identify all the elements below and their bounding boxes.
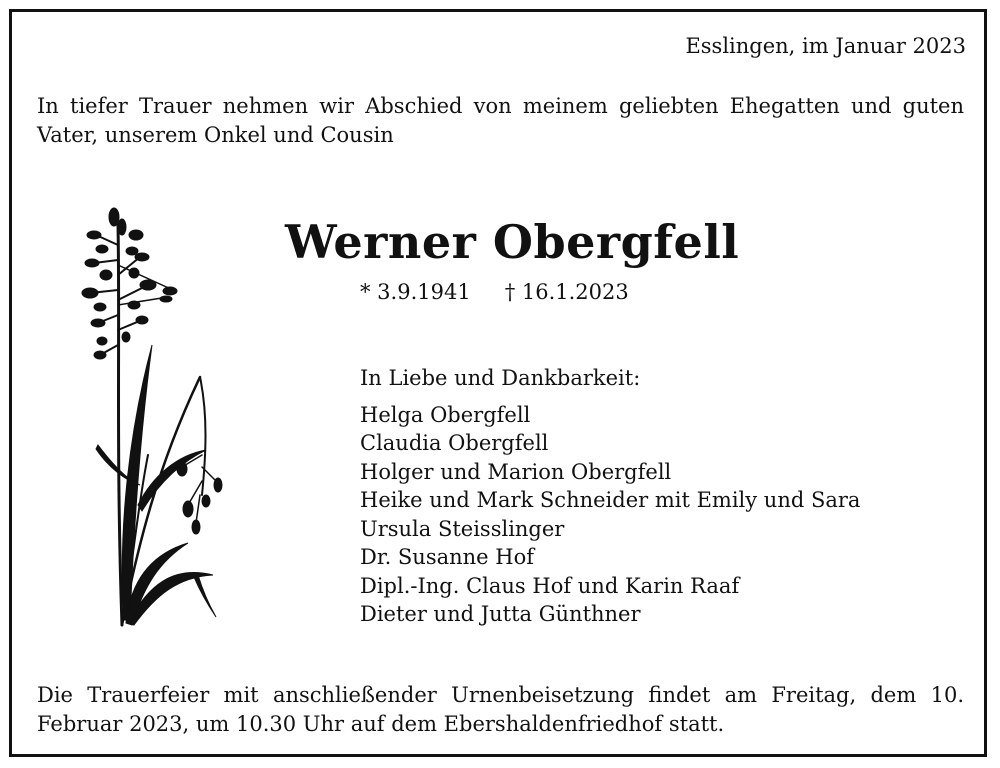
- mourner-name: Ursula Steisslinger: [360, 516, 565, 541]
- mourner-name: Dieter und Jutta Günthner: [360, 602, 641, 626]
- mourner-name: Dr. Susanne Hof: [360, 545, 535, 569]
- mourner-name: Heike und Mark Schneider mit Emily und Sara: [360, 488, 861, 512]
- life-dates: [360, 278, 663, 306]
- grass-icon: [78, 205, 228, 630]
- death-date: † 16.1.2023: [504, 280, 629, 304]
- mourner-name: Holger und Marion Obergfell: [360, 459, 672, 484]
- mourner-name: Dipl.-Ing. Claus Hof und Karin Raaf: [360, 573, 740, 598]
- mourner-name: Helga Obergfell: [360, 402, 531, 427]
- mourners-heading: In Liebe und Dankbarkeit:: [360, 366, 641, 390]
- birth-date: * 3.9.1941: [360, 280, 471, 304]
- funeral-info: Die Trauerfeier mit anschließender Urnenbeisetzung findet am Freitag, dem 10. Februar 2023, um 10.30 Uhr auf dem Ebershaldenfriedhof statt.: [37, 683, 964, 736]
- mourner-name: Claudia Obergfell: [360, 431, 549, 455]
- intro-text: In tiefer Trauer nehmen wir Abschied von meinem geliebten Ehegatten und guten Vater, unserem Onkel und Cousin: [37, 94, 964, 147]
- place-and-date: Esslingen, im Januar 2023: [685, 34, 966, 58]
- deceased-name: Werner Obergfell: [285, 215, 740, 269]
- mourners-list: [360, 364, 860, 629]
